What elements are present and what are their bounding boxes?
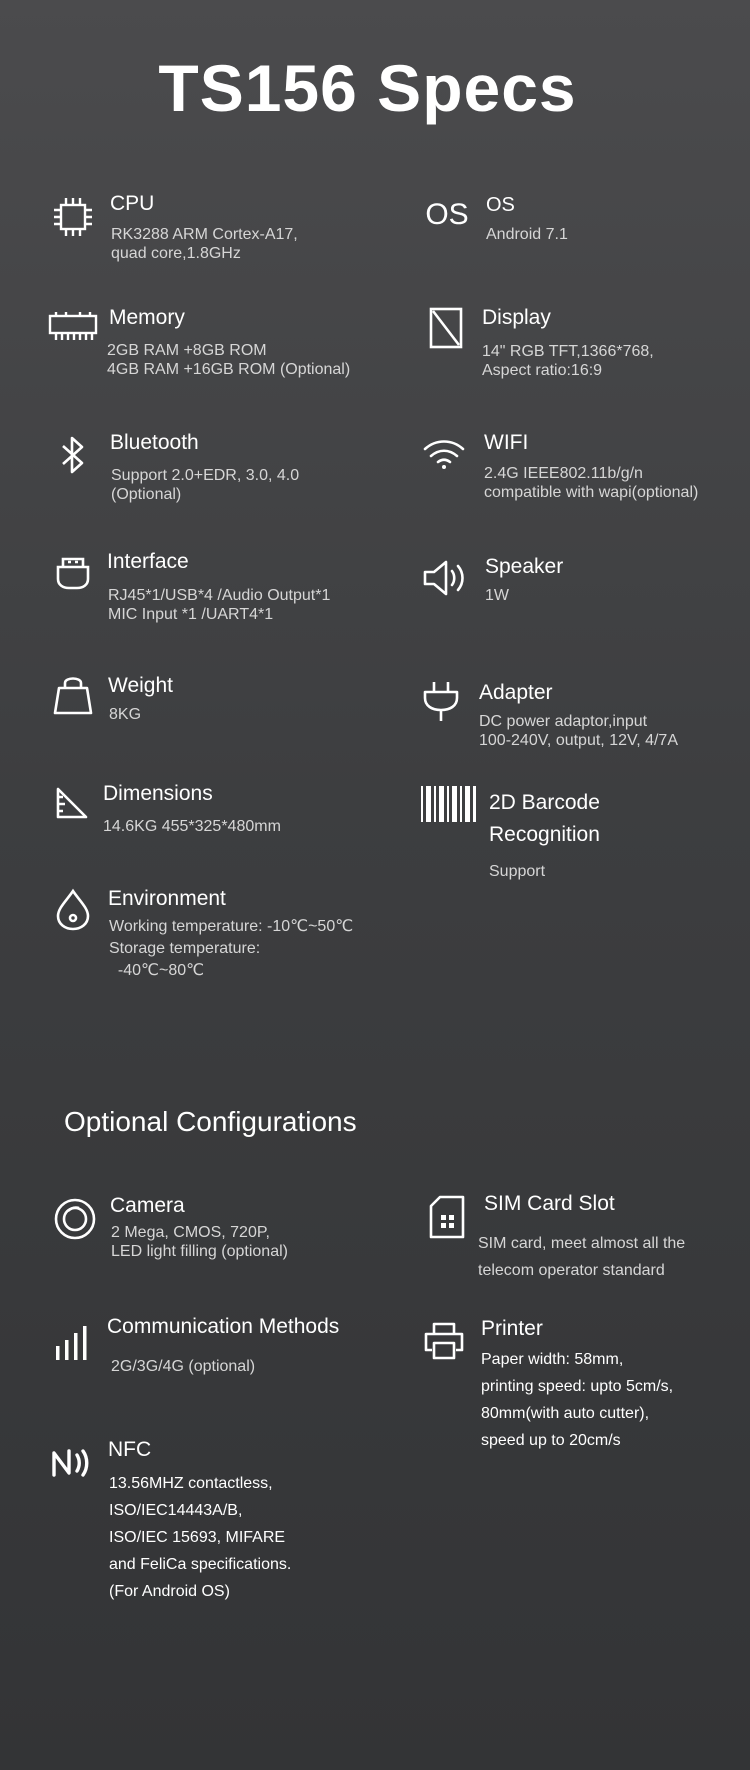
water-drop-icon — [50, 887, 96, 933]
spec-desc: Working temperature: -10℃~50℃ Storage temperature: -40℃~80℃ — [109, 918, 354, 979]
spec-desc: DC power adaptor,input 100-240V, output, 12V, 4/7A — [479, 713, 678, 749]
spec-dimensions — [52, 780, 392, 840]
spec-desc: Paper width: 58mm, printing speed: upto 5cm/s, 80mm(with auto cutter), speed up to 20cm/s — [481, 1351, 674, 1449]
spec-adapter — [418, 678, 743, 758]
spec-desc: Support 2.0+EDR, 3.0, 4.0 (Optional) — [111, 467, 300, 503]
wifi-icon — [421, 430, 467, 476]
printer-icon — [421, 1318, 467, 1364]
spec-speaker — [422, 553, 742, 613]
spec-interface — [50, 548, 390, 628]
spec-name: Communication Methods — [107, 1315, 340, 1338]
power-plug-icon — [418, 678, 464, 724]
spec-name: Display — [482, 306, 551, 329]
spec-name: WIFI — [484, 431, 529, 454]
nfc-icon — [50, 1440, 96, 1486]
spec-sim-card — [424, 1192, 744, 1282]
spec-name: Speaker — [485, 555, 564, 578]
spec-barcode — [419, 784, 744, 884]
os-text-icon — [423, 192, 471, 238]
signal-bars-icon — [50, 1319, 96, 1365]
spec-name: CPU — [110, 192, 155, 215]
spec-name: Dimensions — [103, 782, 213, 805]
spec-desc: 2.4G IEEE802.11b/g/n compatible with wapi(optional) — [484, 465, 699, 501]
sim-card-icon — [424, 1194, 470, 1240]
spec-name: Interface — [107, 550, 189, 573]
spec-cpu — [50, 190, 390, 270]
spec-name: Bluetooth — [110, 431, 199, 454]
spec-name: 2D Barcode Recognition — [489, 791, 600, 846]
spec-environment — [50, 885, 390, 985]
camera-lens-icon — [52, 1196, 98, 1242]
bluetooth-icon — [50, 432, 96, 478]
cpu-chip-icon — [50, 194, 96, 240]
spec-weight — [50, 672, 390, 732]
section-title: Optional Configurations — [64, 1106, 357, 1137]
spec-name: Camera — [110, 1194, 185, 1217]
spec-name: SIM Card Slot — [484, 1192, 615, 1215]
spec-communication — [50, 1313, 390, 1383]
page-title: TS156 Specs — [158, 51, 577, 125]
spec-name: OS — [486, 194, 515, 216]
spec-desc: 2GB RAM +8GB ROM 4GB RAM +16GB ROM (Optional) — [107, 342, 351, 378]
spec-name: NFC — [108, 1438, 152, 1461]
spec-desc: Android 7.1 — [486, 226, 568, 243]
spec-desc: SIM card, meet almost all the telecom operator standard — [478, 1235, 686, 1279]
ruler-triangle-icon — [52, 780, 92, 826]
os-icon-text: OS — [425, 198, 469, 231]
display-panel-icon — [423, 305, 469, 351]
spec-desc: 8KG — [109, 706, 142, 723]
spec-desc: 13.56MHZ contactless, ISO/IEC14443A/B, ISO/IEC 15693, MIFARE and FeliCa specifications. (For Android OS) — [109, 1475, 292, 1600]
spec-camera — [52, 1192, 392, 1272]
spec-name: Printer — [481, 1317, 543, 1340]
spec-name: Adapter — [479, 681, 553, 704]
spec-name: Memory — [109, 306, 185, 329]
memory-module-icon — [48, 303, 98, 349]
spec-desc: Support — [489, 863, 546, 880]
spec-desc: 1W — [485, 587, 509, 604]
spec-desc: 14.6KG 455*325*480mm — [103, 818, 281, 835]
spec-name: Environment — [108, 887, 226, 910]
spec-desc: RJ45*1/USB*4 /Audio Output*1 MIC Input *1 /UART4*1 — [108, 587, 331, 623]
spec-desc: 2 Mega, CMOS, 720P, LED light filling (optional) — [111, 1224, 288, 1260]
spec-nfc — [50, 1436, 390, 1611]
spec-os — [423, 190, 743, 270]
spec-printer — [421, 1316, 741, 1456]
speaker-icon — [422, 555, 468, 601]
spec-bluetooth — [50, 428, 390, 508]
spec-memory — [48, 303, 408, 383]
weight-bag-icon — [50, 672, 96, 718]
spec-desc: 14" RGB TFT,1366*768, Aspect ratio:16:9 — [482, 343, 654, 379]
spec-name: Weight — [108, 674, 173, 697]
spec-wifi — [421, 428, 746, 508]
barcode-icon — [419, 784, 479, 824]
spec-desc: RK3288 ARM Cortex-A17, quad core,1.8GHz — [111, 226, 298, 262]
spec-display — [423, 303, 743, 383]
usb-port-icon — [50, 550, 96, 596]
spec-desc: 2G/3G/4G (optional) — [111, 1358, 256, 1375]
